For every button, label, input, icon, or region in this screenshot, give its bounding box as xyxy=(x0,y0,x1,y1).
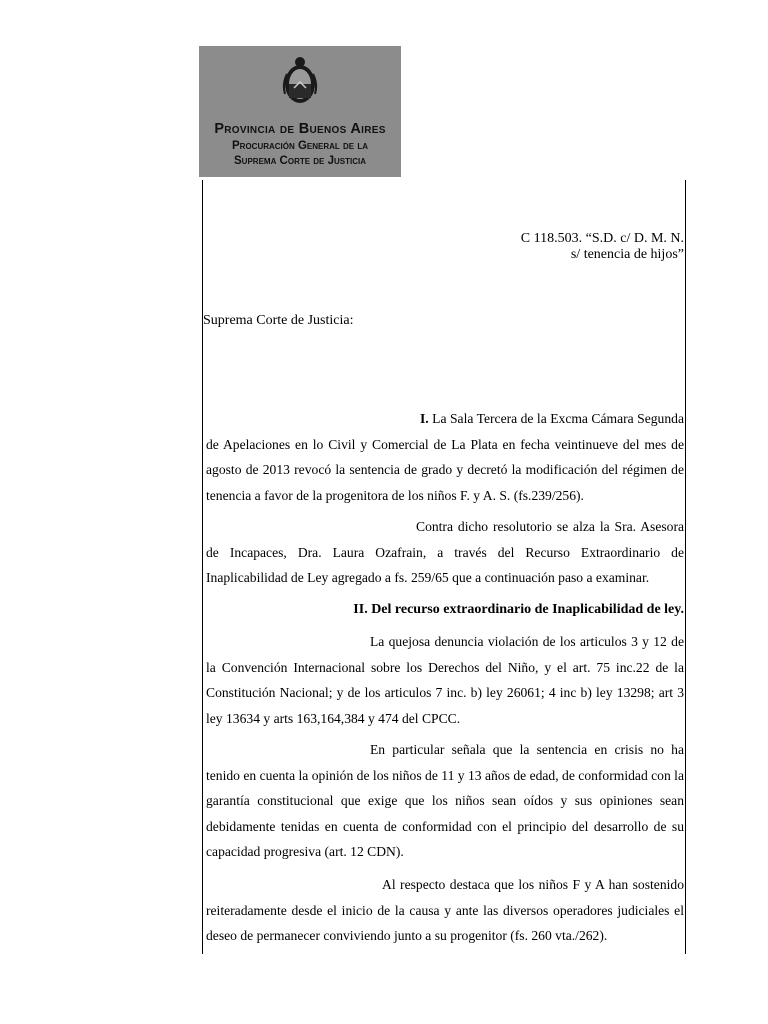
case-reference-line-2: s/ tenencia de hijos” xyxy=(570,247,684,262)
logo-title: Provincia de Buenos Aires xyxy=(214,121,386,137)
letterhead-logo xyxy=(199,46,401,177)
logo-subtitle-2: Suprema Corte de Justicia xyxy=(234,155,366,167)
section2-heading: II. Del recurso extraordinario de Inaplicabilidad de ley. xyxy=(353,602,684,617)
paragraph-text: Al respecto destaca que los niños F y A han sostenido reiteradamente desde el inicio de la causa y ante las diversos operadores judiciales el deseo de permanecer conviviendo junto a su progenitor (fs. 260 vta./262). xyxy=(206,877,684,943)
paragraph-section1-1 xyxy=(206,406,684,508)
paragraph-text: La Sala Tercera de la Excma Cámara Segunda de Apelaciones en lo Civil y Comercial de La Plata en fecha veintinueve del mes de agosto de 2013 revocó la sentencia de grado y decretó la modificación del régimen de tenencia a favor de la progenitora de los niños F. y A. S. (fs.239/256). xyxy=(206,411,684,503)
paragraph-section2-2 xyxy=(206,737,684,865)
addressee: Suprema Corte de Justicia: xyxy=(203,313,354,328)
section1-numeral: I. xyxy=(420,411,429,426)
paragraph-text: La quejosa denuncia violación de los articulos 3 y 12 de la Convención Internacional sobre los Derechos del Niño, y el art. 75 inc.22 de la Constitución Nacional; y de los articulos 7 inc. b) ley 26061; 4 inc b) ley 13298; art 3 ley 13634 y arts 163,164,384 y 474 del CPCC. xyxy=(206,634,684,726)
paragraph-section2-3 xyxy=(206,872,684,949)
paragraph-section2-1 xyxy=(206,629,684,731)
logo-subtitle-1: Procuración General de la xyxy=(232,140,368,152)
right-margin-line xyxy=(685,180,686,954)
paragraph-text: En particular señala que la sentencia en crisis no ha tenido en cuenta la opinión de los niños de 11 y 13 años de edad, de conformidad con la garantía constitucional que exige que los niños sean oídos y sus opiniones sean debidamente tenidas en cuenta de conformidad con el principio del desarrollo de su capacidad progresiva (art. 12 CDN). xyxy=(206,742,684,859)
left-margin-line xyxy=(202,180,203,954)
paragraph-text: Contra dicho resolutorio se alza la Sra. Asesora de Incapaces, Dra. Laura Ozafrain, a través del Recurso Extraordinario de Inaplicabilidad de Ley agregado a fs. 259/65 que a continuación paso a examinar. xyxy=(206,519,684,585)
coat-of-arms-icon xyxy=(279,54,321,108)
case-reference-line-1: C 118.503. “S.D. c/ D. M. N. xyxy=(520,231,684,246)
paragraph-section1-2 xyxy=(206,514,684,591)
